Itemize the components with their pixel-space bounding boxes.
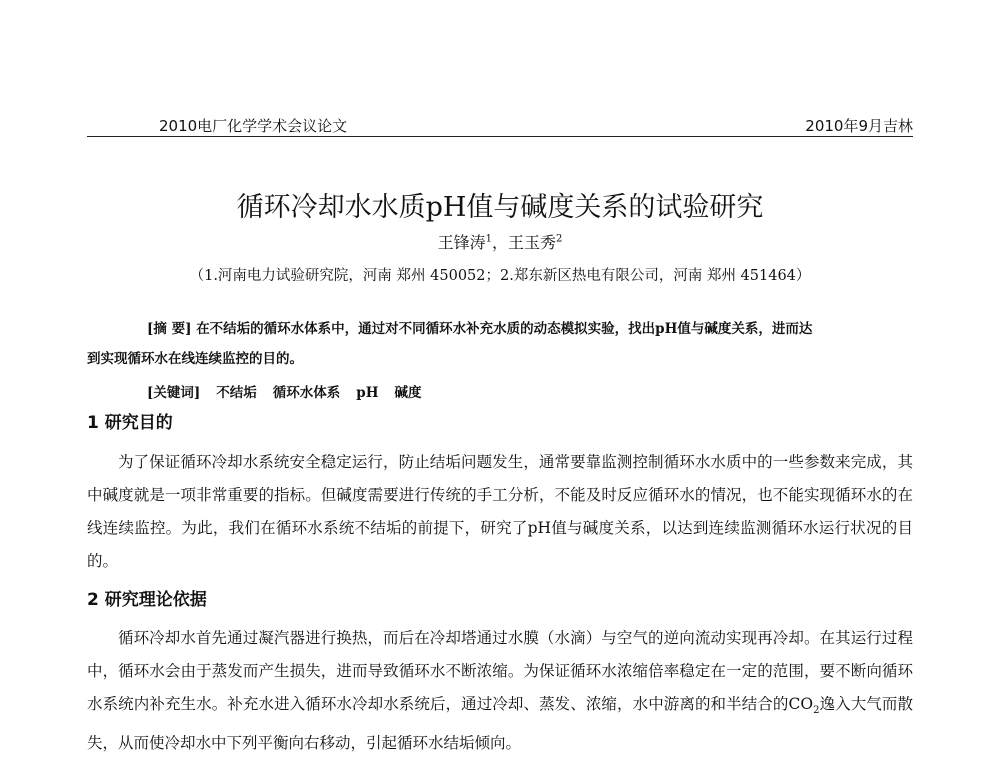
section-heading: 2 研究理论依据 [87,590,207,610]
keyword: pH [356,385,379,401]
paper-title: 循环冷却水水质pH值与碱度关系的试验研究 [236,192,764,223]
affiliation-line: （1.河南电力试验研究院，河南 郑州 450052；2.郑东新区热电有限公司，河南 郑州 451464） [189,268,811,284]
author-affiliation-mark: 2 [556,233,563,245]
author-separator: ， [491,233,508,252]
header-rule [87,136,913,137]
section-heading: 1 研究目的 [87,413,173,433]
abstract-label: [摘 要] [147,321,192,337]
abstract-continuation: 到实现循环水在线连续监控的目的。 [87,351,303,367]
keywords [147,381,437,401]
keyword: 循环水体系 [272,385,341,401]
abstract-text: 在不结垢的循环水体系中，通过对不同循环水补充水质的动态模拟实验，找出pH值与碱度关系，进而达 [196,321,813,337]
abstract [147,317,812,337]
author-name: 王锋涛 [437,233,486,252]
keywords-label: [关键词] [147,385,201,401]
co2-subscript: 2 [813,705,820,717]
author-affiliation-mark: 1 [485,233,492,245]
keyword: 不结垢 [216,385,257,401]
paragraph-text: 逸入大气而散失，从而使冷却水中下列平衡向右移动，引起循环水结垢倾向。 [87,695,913,753]
running-header-left: 2010电厂化学学术会议论文 [159,117,348,135]
paragraph-text: 循环冷却水首先通过凝汽器进行换热，而后在冷却塔通过水膜（水滴）与空气的逆向流动实现再冷却。在其运行过程中，循环水会由于蒸发而产生损失，进而导致循环水不断浓缩。为保证循环水浓缩倍率稳定在一定的范围，要不断向循环水系统内补充生水。补充水进入循环水冷却水系统后，通过冷却、蒸发、浓缩，水中游离的和半结合的CO [87,629,913,713]
author-name: 王玉秀 [508,233,557,252]
keyword: 碱度 [394,385,422,401]
section-paragraph [87,622,913,760]
section-paragraph: 为了保证循环冷却水系统安全稳定运行，防止结垢问题发生，通常要靠监测控制循环水水质中的一些参数来完成，其中碱度就是一项非常重要的指标。但碱度需要进行传统的手工分析，不能及时反应循环水的情况，也不能实现循环水的在线连续监控。为此，我们在循环水系统不结垢的前提下，研究了pH值与碱度关系，以达到连续监测循环水运行状况的目的。 [87,453,913,570]
running-header-right: 2010年9月吉林 [805,117,913,135]
author-line [0,230,1000,253]
